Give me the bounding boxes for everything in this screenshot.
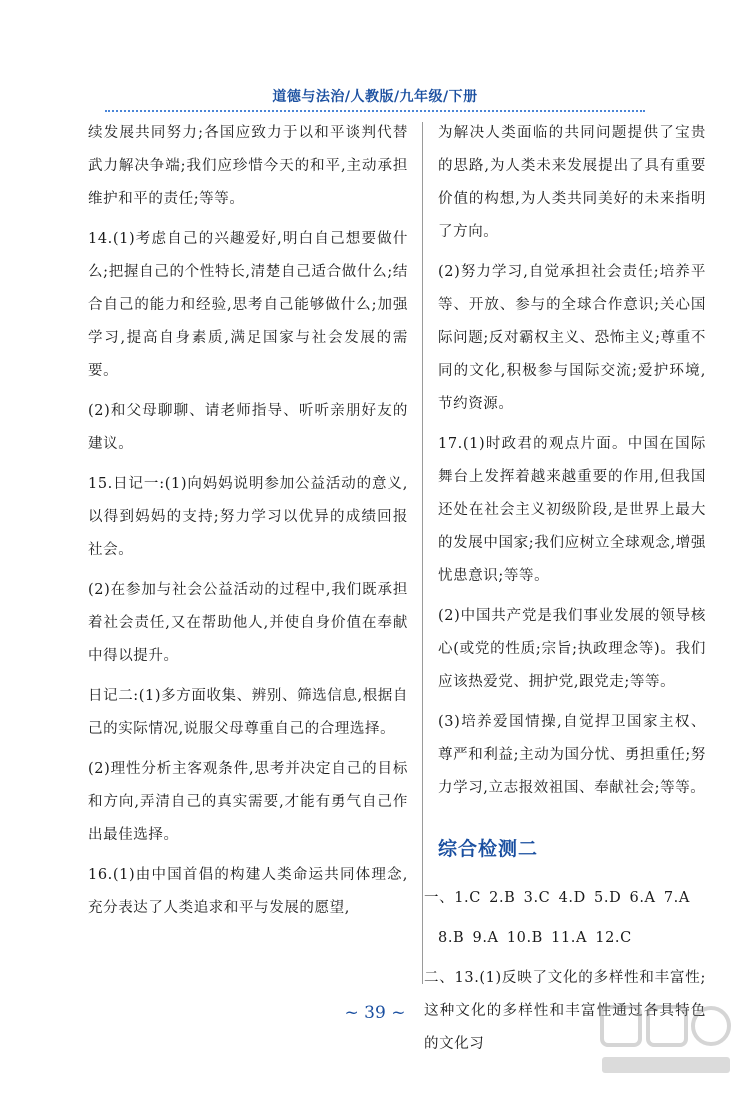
answer-paragraph: (2)中国共产党是我们事业发展的领导核心(或党的性质;宗旨;执政理念等)。我们应该热爱党、拥护党,跟党走;等等。 [438,608,706,690]
answer-paragraph: (2)在参加与社会公益活动的过程中,我们既承担着社会责任,又在帮助他人,并使自身价值在奉献中得以提升。 [88,582,408,664]
answer-paragraph: 二、13.(1)反映了文化的多样性和丰富性;这种文化的多样性和丰富性通过各具特色的文化习 [424,970,706,1052]
answer-paragraph: (3)培养爱国情操,自觉捍卫国家主权、尊严和利益;主动为国分忧、勇担重任;努力学习,立志报效祖国、奉献社会;等等。 [438,714,706,796]
answer-paragraph: 为解决人类面临的共同问题提供了宝贵的思路,为人类未来发展提出了具有重要价值的构想,为人类共同美好的未来指明了方向。 [438,125,706,240]
column-divider [422,122,423,984]
right-column [424,117,706,1068]
header-rule [105,110,645,112]
answer-paragraph: 14.(1)考虑自己的兴趣爱好,明白自己想要做什么;把握自己的个性特长,清楚自己适合做什么;结合自己的能力和经验,思考自己能够做什么;加强学习,提高自身素质,满足国家与社会发展的需要。 [88,231,408,379]
choice-answers-line: 8.B 9.A 10.B 11.A 12.C [438,930,632,946]
answer-paragraph: 日记二:(1)多方面收集、辨别、筛选信息,根据自己的实际情况,说服父母尊重自己的合理选择。 [88,688,408,737]
left-column [88,117,408,932]
section-title: 综合检测二 [438,838,539,860]
answer-paragraph: 16.(1)由中国首倡的构建人类命运共同体理念,充分表达了人类追求和平与发展的愿望, [88,867,408,916]
choice-answers-line: 一、1.C 2.B 3.C 4.D 5.D 6.A 7.A [424,890,690,906]
answer-paragraph: (2)和父母聊聊、请老师指导、听听亲朋好友的建议。 [88,403,408,452]
answer-paragraph: 续发展共同努力;各国应致力于以和平谈判代替武力解决争端;我们应珍惜今天的和平,主动承担维护和平的责任;等等。 [88,125,408,207]
answer-paragraph: 17.(1)时政君的观点片面。中国在国际舞台上发挥着越来越重要的作用,但我国还处在社会主义初级阶段,是世界上最大的发展中国家;我们应树立全球观念,增强忧患意识;等等。 [438,436,706,584]
answer-paragraph: (2)努力学习,自觉承担社会责任;培养平等、开放、参与的全球合作意识;关心国际问题;反对霸权主义、恐怖主义;尊重不同的文化,积极参与国际交流;爱护环境,节约资源。 [438,264,706,412]
page-number: ~ 39 ~ [344,1003,406,1023]
answer-paragraph: 15.日记一:(1)向妈妈说明参加公益活动的意义,以得到妈妈的支持;努力学习以优异的成绩回报社会。 [88,476,408,558]
answer-paragraph: (2)理性分析主客观条件,思考并决定自己的目标和方向,弄清自己的真实需要,才能有勇气自己作出最佳选择。 [88,761,408,843]
page-header: 道德与法治/人教版/九年级/下册 [272,89,478,105]
watermark-logo-icon [596,1001,736,1081]
